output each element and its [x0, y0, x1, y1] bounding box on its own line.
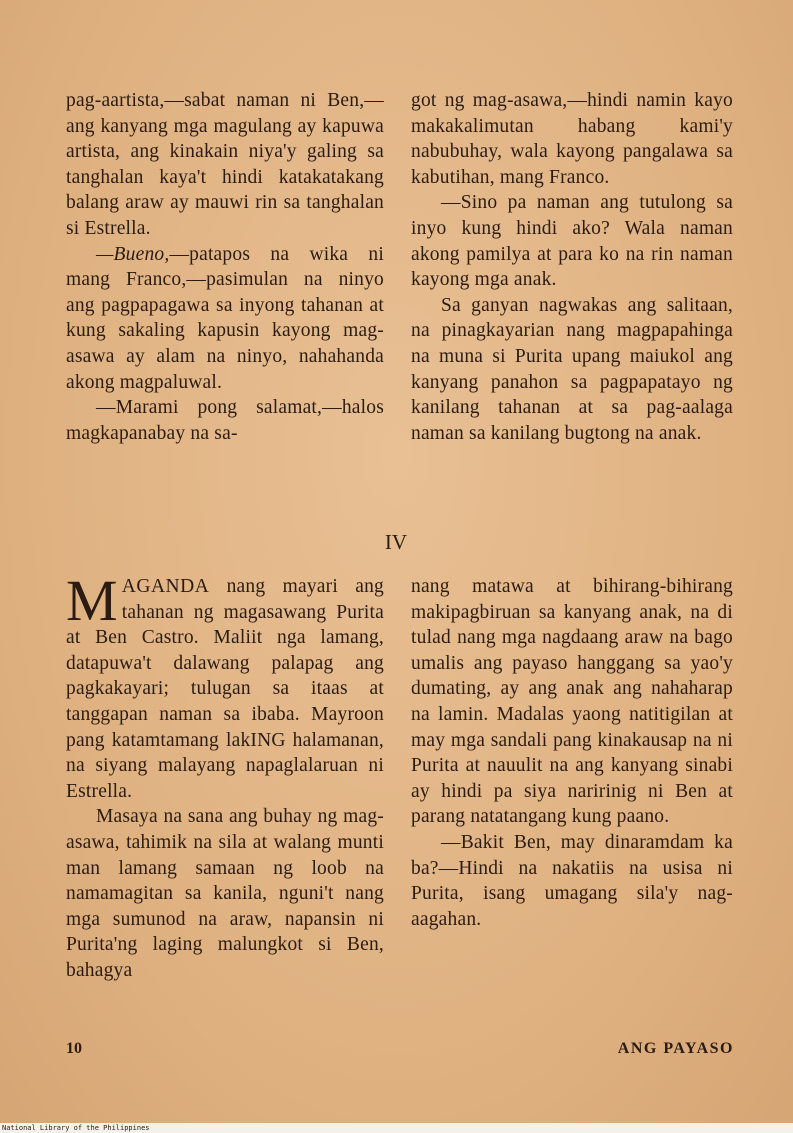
footer-credit: National Library of the Philippines [0, 1123, 793, 1133]
ink-mark [232, 552, 282, 554]
paragraph: pag-aartista,—sabat naman ni Ben,—ang kanyang mga magulang ay kapuwa artista, ang kinakain niya'y galing sa tanghalan kaya't hindi katakatakang balang araw ay mauwi rin sa tanghalan si Estrella. [66, 90, 384, 239]
paragraph: nang matawa at bihirang-bihirang makipagbiruan sa kanyang anak, na di tulad nang mga nagdaang araw na bago umalis ang payaso hanggang sa yao'y dumating, ay ang anak ang nahaharap na lamin. Madalas yaong natitigilan at may mga sandali pang kinakausap na ni Purita at nauulit na ang kanyang sinabi ay hindi pa siya naririnig ni Ben at parang natatangang kung paano. [411, 576, 733, 828]
page-number: 10 [66, 1040, 82, 1057]
paragraph: —Bakit Ben, may dinaramdam ka ba?—Hindi na nakatiis na usisa ni Purita, isang umagang sila'y nag-aagahan. [411, 831, 733, 930]
chapter-heading: IV [384, 530, 408, 554]
paragraph: —Marami pong salamat,—halos magkapanabay na sa- [66, 397, 384, 444]
column-top-right [411, 88, 733, 446]
small-caps-lead: AGANDA [121, 576, 210, 597]
column-top-left [66, 88, 384, 446]
paragraph-text: —patapos na wika ni mang Franco,—pasimulan na ninyo ang pagpapagawa sa inyong tahanan at kung sakaling kapusin kayong mag-asawa ay alam na ninyo, nahahanda akong magpaluwal. [66, 243, 384, 393]
paragraph [66, 568, 384, 804]
column-bottom-left [66, 568, 384, 984]
drop-cap: M [66, 568, 118, 633]
column-bottom-right [411, 574, 733, 932]
paragraph: Masaya na sana ang buhay ng mag-asawa, tahimik na sila at walang munti man lamang samaan ng loob na namamagitan sa kanila, nguni't nang mga sumunod na araw, napansin ni Purita'ng laging malungkot si Ben, bahagya [66, 806, 384, 981]
paragraph-text: nang mayari ang tahanan ng magasawang Purita at Ben Castro. Maliit nga lamang, datapuwa't dalawang palapag ang pagkakayari; tulugan sa itaas at tanggapan naman sa ibaba. Mayroon pang katamtamang lakING halamanan, na siyang malayang napaglalaruan ni Estrella. [66, 576, 384, 802]
paragraph: —Sino pa naman ang tutulong sa inyo kung hindi ako? Wala naman akong pamilya at para ko na rin naman kayong mga anak. [411, 192, 733, 291]
running-title: ANG PAYASO [617, 1040, 734, 1057]
italic-lead: —Bueno, [96, 243, 170, 265]
paragraph: Sa ganyan nagwakas ang salitaan, na pinagkayarian nang magpapahinga na muna si Purita upang maiukol ang kanyang panahon sa pagpapatayo ng kanilang tahanan at sa pag-aalaga naman sa kanilang bugtong na anak. [411, 294, 733, 444]
paragraph [66, 242, 384, 396]
paragraph: got ng mag-asawa,—hindi namin kayo makakalimutan habang kami'y nabubuhay, wala kayong pangalawa sa kabutihan, mang Franco. [411, 90, 733, 188]
